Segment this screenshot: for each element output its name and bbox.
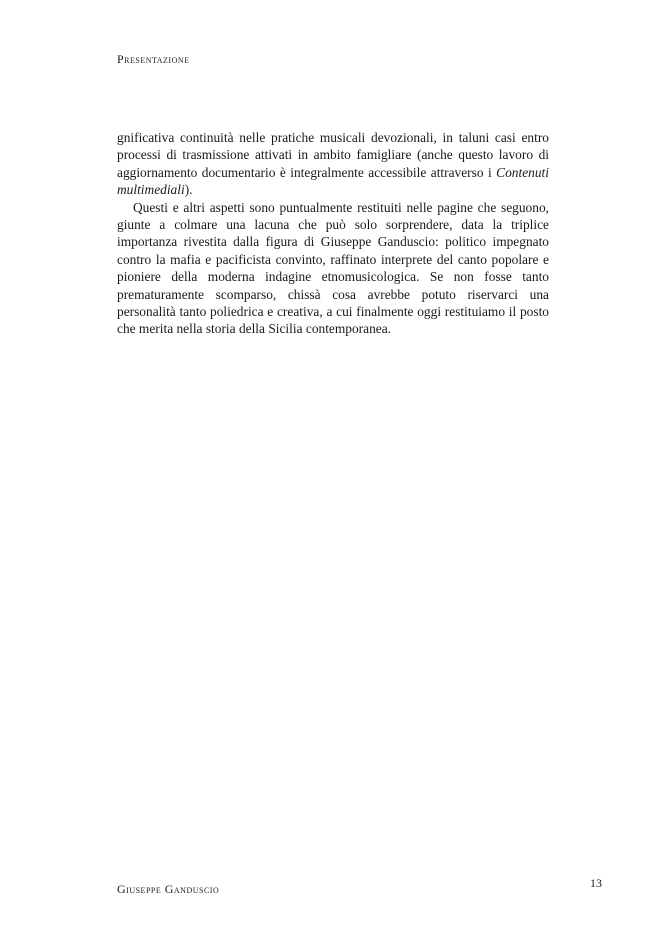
paragraph-1 xyxy=(117,129,549,199)
paragraph-1-italic: Contenuti multimediali xyxy=(117,164,549,198)
running-header: Presentazione xyxy=(117,52,190,66)
running-footer: Giuseppe Ganduscio xyxy=(117,882,220,896)
paragraph-1-text: gnificativa continuità nelle pratiche musicali devozionali, in taluni casi entro processi di trasmissione attivati in ambito famigliare (anche questo lavoro di aggiornamento documentario è integralmente accessibile attraverso i xyxy=(117,130,549,180)
page-number: 13 xyxy=(590,876,602,890)
body-text xyxy=(117,129,549,338)
paragraph-2: Questi e altri aspetti sono puntualmente restituiti nelle pagine che seguono, giunte a colmare una lacuna che può solo sorprendere, data la triplice importanza rivestita dalla figura di Giuseppe Ganduscio: politico impegnato contro la mafia e pacificista convinto, raffinato interprete del canto popolare e pioniere della moderna indagine etnomusicologica. Se non fosse tanto prematuramente scomparso, chissà cosa avrebbe potuto riservarci una personalità tanto poliedrica e creativa, a cui finalmente oggi restituiamo il posto che merita nella storia della Sicilia contemporanea. xyxy=(117,199,549,337)
paragraph-1-end: ). xyxy=(184,182,193,198)
